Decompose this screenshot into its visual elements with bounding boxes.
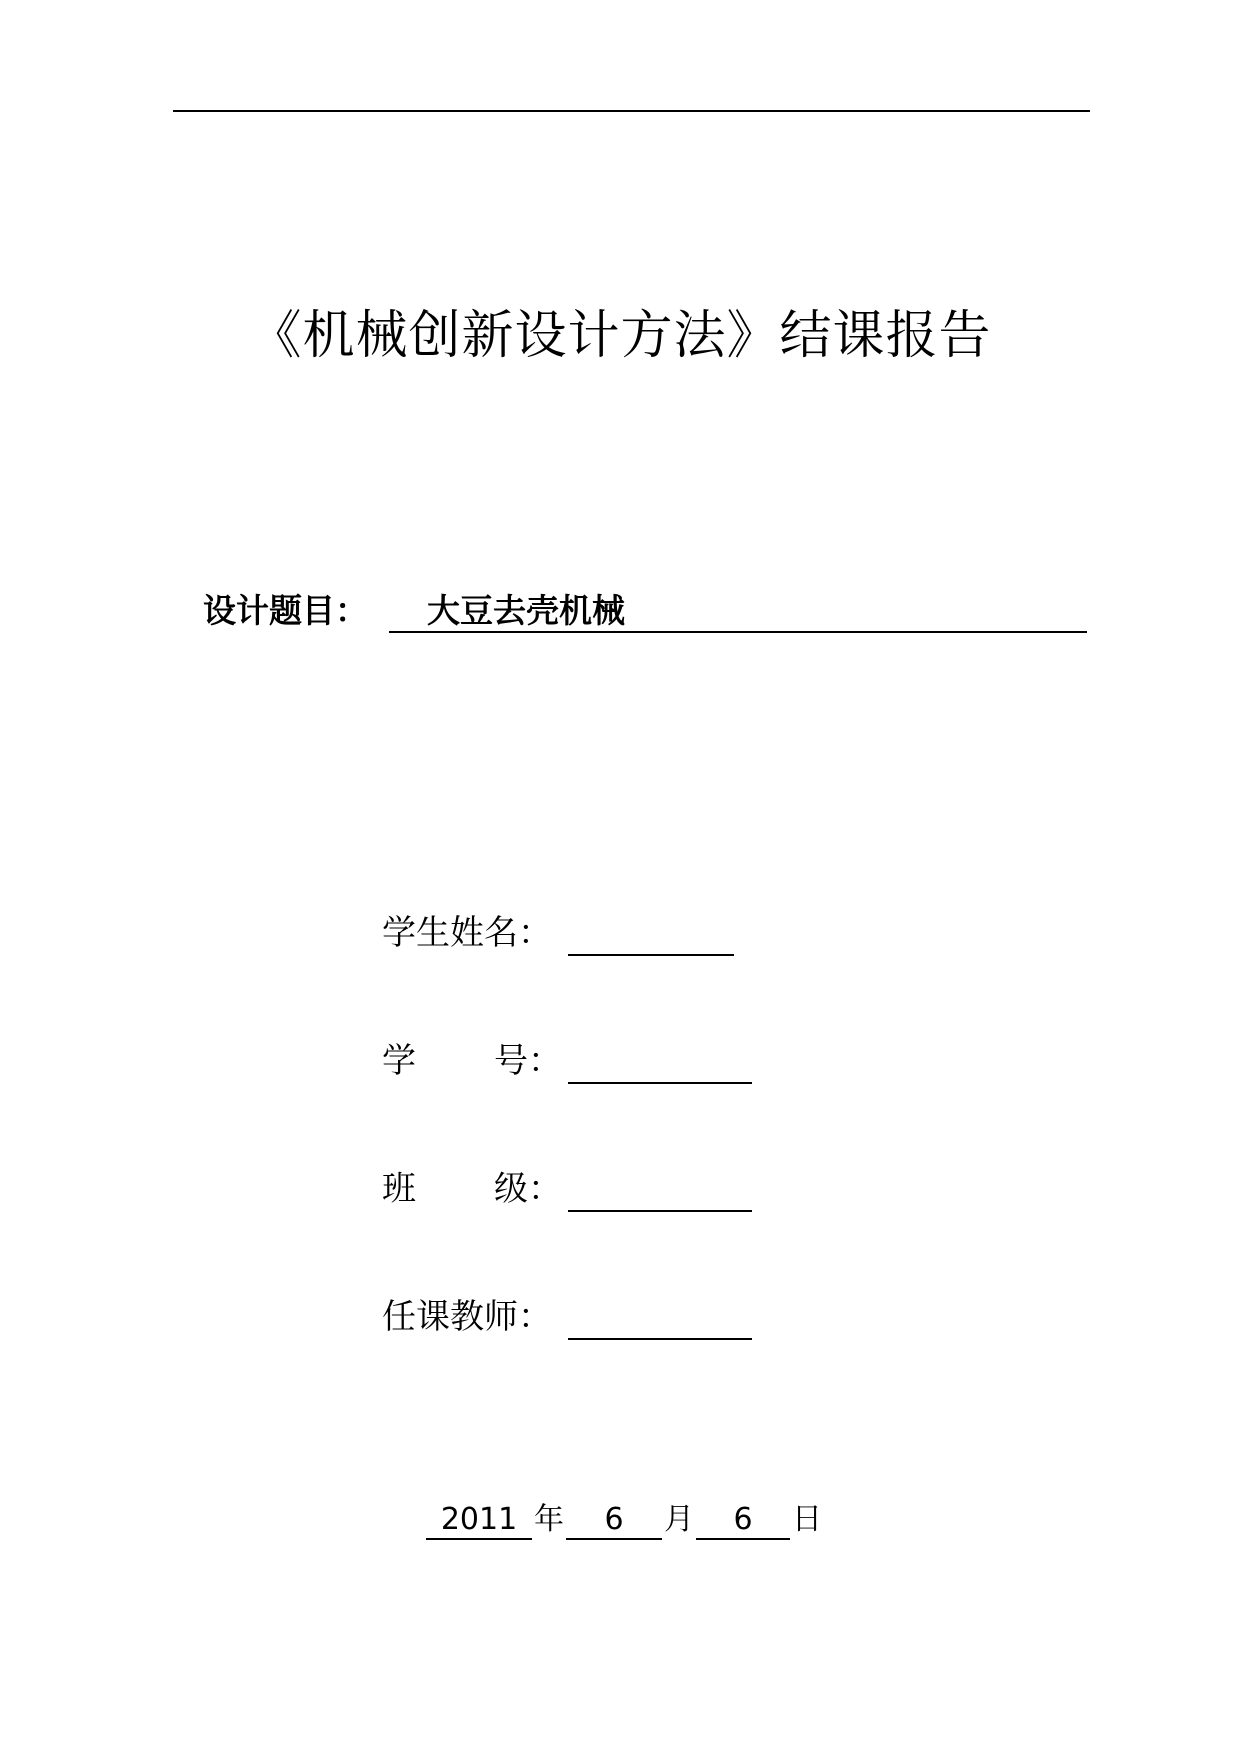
date-row: [426, 1500, 826, 1546]
date-day-unit: 日: [792, 1502, 822, 1537]
date-day: 6: [696, 1500, 790, 1540]
topic-value: 大豆去壳机械: [427, 591, 625, 630]
document-title: 《机械创新设计方法》结课报告: [249, 306, 992, 366]
topic-field: [389, 588, 1087, 633]
date-year: 2011: [426, 1500, 532, 1540]
teacher-field: [568, 1294, 752, 1340]
date-month: 6: [566, 1500, 662, 1540]
topic-row: [203, 588, 1087, 638]
date-month-unit: 月: [664, 1502, 694, 1537]
student-name-field: [568, 910, 734, 956]
student-id-field: [568, 1038, 752, 1084]
class-field: [568, 1166, 752, 1212]
topic-label: 设计题目：: [203, 591, 368, 630]
header-rule: [173, 110, 1090, 112]
date-year-unit: 年: [534, 1502, 564, 1537]
document-page: 《机械创新设计方法》结课报告 设计题目： 大豆去壳机械 学生姓名： 学 号： 班 级： 任课教师： 2011 年 6 月 6 日: [0, 0, 1241, 1754]
